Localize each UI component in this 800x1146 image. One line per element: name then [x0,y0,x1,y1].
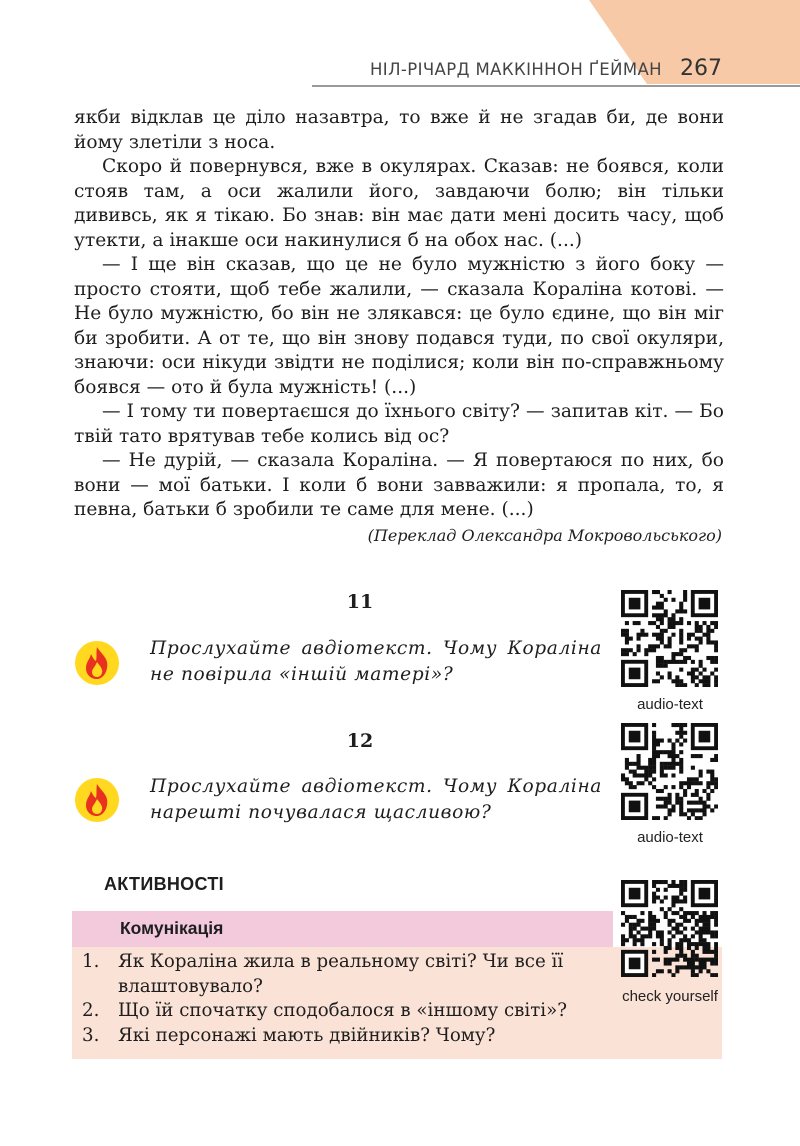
fire-icon [74,777,120,823]
task-number: 12 [346,730,374,752]
list-item: 1. Як Кораліна жила в реальному світі? Чи все її влаштовувало? [82,951,564,997]
task-number: 11 [346,591,374,613]
translation-credit: (Переклад Олександра Мокровольського) [367,526,722,545]
qr-code-audio-11[interactable] [621,590,718,687]
section-title: Комунікація [120,918,224,938]
fire-icon [74,640,120,686]
story-text [74,106,724,523]
task-prompt: Прослухайте авдіотекст. Чому Кораліна не повірила «іншій матері»? [150,638,602,685]
qr-label: check yourself [622,988,718,1005]
question-list [72,950,632,1048]
qr-code-audio-12[interactable] [621,723,718,820]
qr-code-check-yourself[interactable] [621,880,718,977]
paragraph: Скоро й повернувся, вже в окулярах. Сказав: не боявся, коли стояв там, а оси жалили його, завдаючи болю; він тільки дививсь, як я тікаю. Бо знав: він має дати мені досить часу, щоб утекти, а інакше оси накинулися б на обох нас. (...) [74,156,724,251]
qr-label: audio-text [637,696,703,713]
paragraph: — І тому ти повертаєшся до їхнього світу? — запитав кіт. — Бо твій тато врятував тебе колись від ос? [74,401,724,447]
paragraph: якби відклав це діло назавтра, то вже й не згадав би, де вони йому злетіли з носа. [74,107,724,153]
activities-heading: АКТИВНОСТІ [104,874,224,894]
running-title: НІЛ-РІЧАРД МАККІННОН ҐЕЙМАН [370,60,662,79]
page-number: 267 [680,56,722,81]
paragraph: — І ще він сказав, що це не було мужністю з його боку — просто стояти, щоб тебе жалили, — сказала Кораліна котові. — Не було мужністю, бо він не злякався: це було єдине, що він міг би зробити. А от те, що він знову подався туди, по свої окуляри, знаючи: оси нікуди звідти не поділися; коли він по-справжньому боявся — ото й була мужність! (...) [74,254,724,398]
qr-label: audio-text [637,829,703,846]
paragraph: — Не дурій, — сказала Кораліна. — Я повертаюся по них, бо вони — мої батьки. І коли б вони завважили: я пропала, то, я певна, батьки б зробили те саме для мене. (...) [74,450,724,520]
list-item: 3. Які персонажі мають двійників? Чому? [82,1024,496,1046]
task-prompt: Прослухайте авдіотекст. Чому Кораліна нарешті почувалася щасливою? [150,776,602,823]
list-item: 2. Що їй спочатку сподобалося в «іншому світі»? [82,1000,567,1021]
header-divider [312,85,800,87]
